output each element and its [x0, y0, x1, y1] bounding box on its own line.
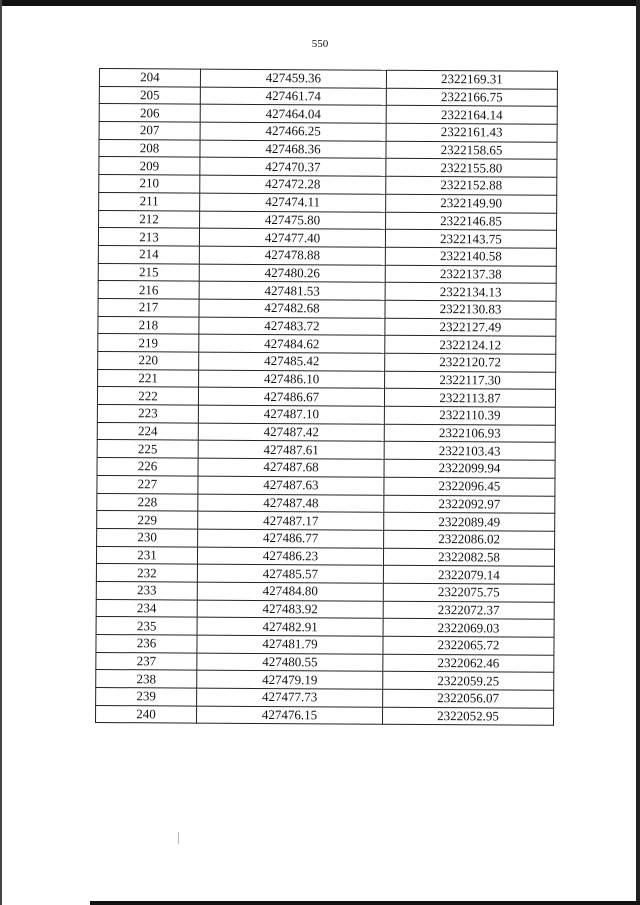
point-number-cell: 211 — [99, 192, 200, 210]
y-coordinate-cell: 2322103.43 — [384, 442, 555, 461]
x-coordinate-cell: 427481.79 — [197, 635, 383, 654]
y-coordinate-cell: 2322056.07 — [383, 689, 554, 708]
point-number-cell: 219 — [98, 334, 199, 352]
page-number: 550 — [311, 38, 329, 50]
y-coordinate-cell: 2322152.88 — [386, 176, 557, 195]
point-number-cell: 227 — [97, 475, 198, 493]
y-coordinate-cell: 2322082.58 — [383, 548, 554, 567]
coordinate-table-container — [95, 68, 558, 726]
y-coordinate-cell: 2322158.65 — [386, 141, 557, 160]
point-number-cell: 222 — [97, 387, 198, 405]
point-number-cell: 233 — [96, 581, 197, 599]
y-coordinate-cell: 2322124.12 — [385, 336, 556, 355]
y-coordinate-cell: 2322166.75 — [386, 88, 557, 107]
point-number-cell: 215 — [98, 263, 199, 281]
point-number-cell: 239 — [96, 688, 197, 706]
y-coordinate-cell: 2322099.94 — [384, 459, 555, 478]
y-coordinate-cell: 2322086.02 — [384, 530, 555, 549]
y-coordinate-cell: 2322130.83 — [385, 300, 556, 319]
y-coordinate-cell: 2322127.49 — [385, 318, 556, 337]
point-number-cell: 214 — [98, 245, 199, 263]
x-coordinate-cell: 427487.61 — [198, 441, 384, 460]
y-coordinate-cell: 2322113.87 — [384, 389, 555, 408]
y-coordinate-cell: 2322079.14 — [383, 565, 554, 584]
point-number-cell: 217 — [98, 298, 199, 316]
point-number-cell: 206 — [99, 104, 200, 122]
x-coordinate-cell: 427476.15 — [196, 706, 382, 725]
x-coordinate-cell: 427483.92 — [197, 600, 383, 619]
x-coordinate-cell: 427486.23 — [197, 547, 383, 566]
point-number-cell: 237 — [96, 652, 197, 670]
point-number-cell: 209 — [99, 157, 200, 175]
x-coordinate-cell: 427461.74 — [200, 87, 386, 106]
y-coordinate-cell: 2322075.75 — [383, 583, 554, 602]
point-number-cell: 232 — [96, 564, 197, 582]
x-coordinate-cell: 427482.91 — [197, 617, 383, 636]
x-coordinate-cell: 427486.67 — [198, 387, 384, 406]
point-number-cell: 235 — [96, 617, 197, 635]
x-coordinate-cell: 427486.77 — [198, 529, 384, 548]
x-coordinate-cell: 427459.36 — [200, 69, 386, 88]
y-coordinate-cell: 2322117.30 — [385, 371, 556, 390]
y-coordinate-cell: 2322059.25 — [383, 672, 554, 691]
point-number-cell: 225 — [97, 440, 198, 458]
point-number-cell: 208 — [99, 139, 200, 157]
x-coordinate-cell: 427466.25 — [200, 122, 386, 141]
point-number-cell: 226 — [97, 458, 198, 476]
x-coordinate-cell: 427487.10 — [198, 405, 384, 424]
point-number-cell: 205 — [99, 86, 200, 104]
x-coordinate-cell: 427480.55 — [197, 653, 383, 672]
point-number-cell: 236 — [96, 634, 197, 652]
y-coordinate-cell: 2322164.14 — [386, 106, 557, 125]
y-coordinate-cell: 2322069.03 — [383, 619, 554, 638]
y-coordinate-cell: 2322155.80 — [386, 159, 557, 178]
x-coordinate-cell: 427486.10 — [199, 370, 385, 389]
point-number-cell: 231 — [96, 546, 197, 564]
point-number-cell: 216 — [98, 281, 199, 299]
point-number-cell: 228 — [97, 493, 198, 511]
x-coordinate-cell: 427481.53 — [199, 281, 385, 300]
x-coordinate-cell: 427483.72 — [199, 317, 385, 336]
y-coordinate-cell: 2322052.95 — [382, 707, 553, 726]
x-coordinate-cell: 427487.17 — [198, 511, 384, 530]
x-coordinate-cell: 427487.68 — [198, 458, 384, 477]
x-coordinate-cell: 427484.62 — [199, 334, 385, 353]
x-coordinate-cell: 427468.36 — [200, 140, 386, 159]
x-coordinate-cell: 427487.42 — [198, 423, 384, 442]
scan-border-top — [0, 0, 640, 6]
point-number-cell: 224 — [97, 422, 198, 440]
x-coordinate-cell: 427475.80 — [200, 211, 386, 230]
x-coordinate-cell: 427487.48 — [198, 494, 384, 513]
y-coordinate-cell: 2322092.97 — [384, 495, 555, 514]
y-coordinate-cell: 2322134.13 — [385, 283, 556, 302]
point-number-cell: 238 — [96, 670, 197, 688]
point-number-cell: 230 — [97, 528, 198, 546]
point-number-cell: 218 — [98, 316, 199, 334]
point-number-cell: 234 — [96, 599, 197, 617]
y-coordinate-cell: 2322089.49 — [384, 512, 555, 531]
x-coordinate-cell: 427472.28 — [200, 175, 386, 194]
x-coordinate-cell: 427474.11 — [200, 193, 386, 212]
point-number-cell: 221 — [98, 369, 199, 387]
y-coordinate-cell: 2322169.31 — [386, 70, 557, 89]
x-coordinate-cell: 427478.88 — [199, 246, 385, 265]
y-coordinate-cell: 2322149.90 — [386, 194, 557, 213]
y-coordinate-cell: 2322110.39 — [384, 406, 555, 425]
y-coordinate-cell: 2322096.45 — [384, 477, 555, 496]
scan-artifact-mark — [178, 832, 179, 844]
x-coordinate-cell: 427480.26 — [199, 264, 385, 283]
point-number-cell: 207 — [99, 122, 200, 140]
scan-border-right — [636, 0, 640, 905]
scan-border-left — [0, 0, 2, 905]
coordinate-table-body — [95, 69, 557, 726]
scan-border-bottom — [90, 901, 640, 905]
x-coordinate-cell: 427484.80 — [197, 582, 383, 601]
point-number-cell: 204 — [99, 69, 200, 87]
x-coordinate-cell: 427464.04 — [200, 104, 386, 123]
y-coordinate-cell: 2322137.38 — [385, 265, 556, 284]
y-coordinate-cell: 2322140.58 — [385, 247, 556, 266]
y-coordinate-cell: 2322120.72 — [385, 353, 556, 372]
point-number-cell: 223 — [97, 405, 198, 423]
point-number-cell: 229 — [97, 511, 198, 529]
x-coordinate-cell: 427482.68 — [199, 299, 385, 318]
coordinate-table — [95, 68, 558, 726]
x-coordinate-cell: 427477.73 — [197, 688, 383, 707]
y-coordinate-cell: 2322062.46 — [383, 654, 554, 673]
y-coordinate-cell: 2322161.43 — [386, 123, 557, 142]
y-coordinate-cell: 2322106.93 — [384, 424, 555, 443]
x-coordinate-cell: 427477.40 — [199, 228, 385, 247]
point-number-cell: 220 — [98, 351, 199, 369]
point-number-cell: 213 — [98, 228, 199, 246]
x-coordinate-cell: 427479.19 — [197, 670, 383, 689]
y-coordinate-cell: 2322146.85 — [386, 212, 557, 231]
x-coordinate-cell: 427485.57 — [197, 564, 383, 583]
point-number-cell: 212 — [99, 210, 200, 228]
x-coordinate-cell: 427485.42 — [199, 352, 385, 371]
point-number-cell: 210 — [99, 175, 200, 193]
x-coordinate-cell: 427470.37 — [200, 158, 386, 177]
y-coordinate-cell: 2322143.75 — [385, 229, 556, 248]
table-row — [95, 705, 553, 725]
y-coordinate-cell: 2322072.37 — [383, 601, 554, 620]
x-coordinate-cell: 427487.63 — [198, 476, 384, 495]
point-number-cell: 240 — [95, 705, 196, 723]
y-coordinate-cell: 2322065.72 — [383, 636, 554, 655]
